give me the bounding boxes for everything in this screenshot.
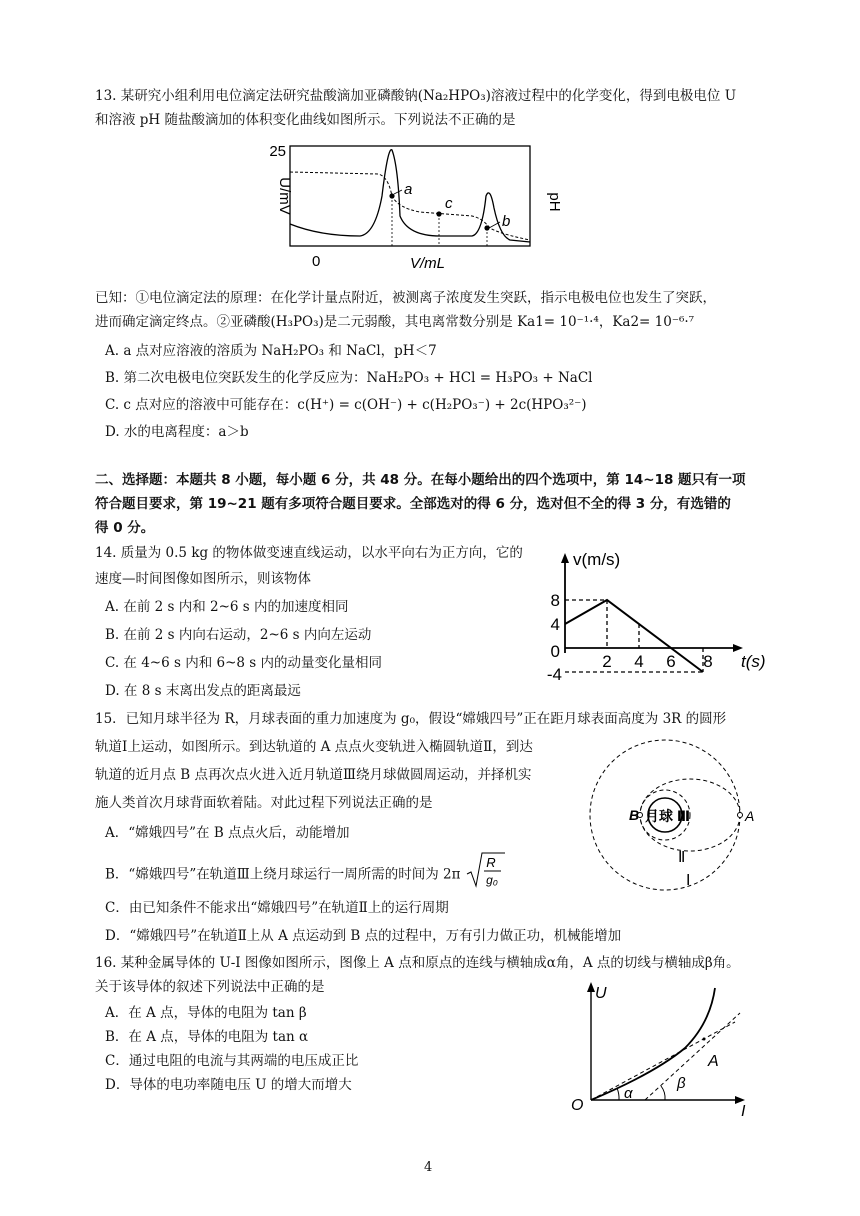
q16-line1: 16. 某种金属导体的 U-I 图像如图所示，图像上 A 点和原点的连线与横轴成α角，A 点的切线与横轴成β角。 <box>95 955 740 971</box>
q16-line2: 关于该导体的叙述下列说法中正确的是 <box>95 979 325 995</box>
q15-line4: 施人类首次月球背面软着陆。对此过程下列说法正确的是 <box>95 795 433 811</box>
q13-right-label: pH <box>546 192 563 212</box>
q14-option-c: C. 在 4~6 s 内和 6~8 s 内的动量变化量相同 <box>105 655 383 671</box>
q15-label-moon: 月球 Ⅲ <box>645 808 691 824</box>
section2-line3: 得 0 分。 <box>95 520 155 536</box>
q13-known2: 进而确定滴定终点。②亚磷酸(H₃PO₃)是二元弱酸，其电离常数分别是 Ka1= 10⁻¹·⁴，Ka2= 10⁻⁶·⁷ <box>95 314 695 330</box>
q14-option-a: A. 在前 2 s 内和 2~6 s 内的加速度相同 <box>105 599 349 615</box>
q15-option-d: D．“嫦娥四号”在轨道Ⅱ上从 A 点运动到 B 点的过程中，万有引力做正功，机械能增加 <box>105 928 622 944</box>
q13-option-d: D. 水的电离程度：a＞b <box>105 424 249 440</box>
q14-x-tick-4: 4 <box>634 652 644 671</box>
q14-x-tick-6: 6 <box>666 652 676 671</box>
q13-line1: 13. 某研究小组利用电位滴定法研究盐酸滴加亚磷酸钠(Na₂HPO₃)溶液过程中的化学变化，得到电极电位 U <box>95 88 737 104</box>
q15-option-b <box>105 855 505 890</box>
q15-line2: 轨道Ⅰ上运动，如图所示。到达轨道的 A 点点火变轨进入椭圆轨道Ⅱ，到达 <box>95 739 533 755</box>
q13-x-label: V/mL <box>410 255 446 272</box>
q15-orbit-diagram <box>575 730 760 915</box>
q16-option-a: A．在 A 点，导体的电阻为 tan β <box>105 1005 307 1021</box>
q13-titration-figure <box>260 136 580 276</box>
q13-option-c: C. c 点对应的溶液中可能存在：c(H⁺) = c(OH⁻) + c(H₂PO₃⁻) + 2c(HPO₃²⁻) <box>105 397 587 413</box>
q15-sqrt-R: R <box>486 855 496 870</box>
q13-label-b: b <box>502 213 511 230</box>
q14-option-d: D. 在 8 s 末离出发点的距离最远 <box>105 683 301 699</box>
page-number: 4 <box>424 1160 433 1175</box>
q15-label-B: B <box>629 807 640 823</box>
q13-option-a: A. a 点对应溶液的溶质为 NaH₂PO₃ 和 NaCl，pH＜7 <box>105 343 437 359</box>
q13-point-c <box>436 211 441 216</box>
q13-label-a: a <box>404 181 413 198</box>
q16-ui-graph <box>565 978 765 1118</box>
q15-line1: 15．已知月球半径为 R，月球表面的重力加速度为 g₀，假设“嫦娥四号”正在距月球表面高度为 3R 的圆形 <box>95 711 727 727</box>
q16-label-I: I <box>741 1103 746 1118</box>
q14-vt-graph <box>545 545 775 695</box>
q15-label-II: Ⅱ <box>678 849 686 866</box>
q15-point-A <box>738 813 743 818</box>
q16-option-c: C．通过电阻的电流与其两端的电压成正比 <box>105 1053 359 1069</box>
q15-option-c: C．由已知条件不能求出“嫦娥四号”在轨道Ⅱ上的运行周期 <box>105 900 449 916</box>
q14-y-tick-4: 4 <box>550 615 560 634</box>
q13-option-b: B. 第二次电极电位突跃发生的化学反应为：NaH₂PO₃ + HCl = H₃PO₃ + NaCl <box>105 370 593 386</box>
q13-origin: 0 <box>312 253 321 270</box>
q14-x-tick-8: 8 <box>703 652 713 671</box>
q14-y-label: v(m/s) <box>573 550 621 569</box>
q14-option-b: B. 在前 2 s 内向右运动，2~6 s 内向左运动 <box>105 627 372 643</box>
q16-ui-curve <box>591 988 715 1100</box>
q16-option-b: B．在 A 点，导体的电阻为 tan α <box>105 1029 309 1045</box>
q14-x-label: t(s) <box>741 652 766 671</box>
q15-label-A: A <box>745 808 755 824</box>
q13-point-b <box>484 225 489 230</box>
q13-known1: 已知：①电位滴定法的原理：在化学计量点附近，被测离子浓度发生突跃，指示电极电位也发生了突跃， <box>95 290 716 306</box>
q14-line1: 14. 质量为 0.5 kg 的物体做变速直线运动，以水平向右为正方向，它的 <box>95 545 523 561</box>
q16-label-O: O <box>571 1097 584 1114</box>
q13-point-a <box>389 193 394 198</box>
q16-point-A <box>703 1038 706 1041</box>
q15-sqrt-formula <box>465 850 505 890</box>
q15-label-I: Ⅰ <box>686 872 691 889</box>
q14-y-tick-0: 0 <box>550 642 560 661</box>
q15-option-a: A．“嫦娥四号”在 B 点点火后，动能增加 <box>105 825 350 841</box>
q16-tangent-line <box>645 1013 740 1100</box>
q13-label-c: c <box>445 195 453 212</box>
q14-y-tick-neg4: -4 <box>546 665 562 684</box>
q16-label-alpha: α <box>624 1085 633 1102</box>
q16-option-d: D．导体的电功率随电压 U 的增大而增大 <box>105 1077 352 1093</box>
q13-y-label: U/mV <box>276 177 293 215</box>
q16-label-U: U <box>595 985 607 1002</box>
q14-line2: 速度—时间图像如图所示，则该物体 <box>95 571 311 587</box>
q16-label-A: A <box>708 1053 719 1070</box>
section2-line2: 符合题目要求，第 19~21 题有多项符合题目要求。全部选对的得 6 分，选对但不全的得 3 分，有选错的 <box>95 496 731 512</box>
q13-line2: 和溶液 pH 随盐酸滴加的体积变化曲线如图所示。下列说法不正确的是 <box>95 112 516 128</box>
q16-label-beta: β <box>677 1075 686 1092</box>
q14-x-tick-2: 2 <box>602 652 612 671</box>
section2-line1: 二、选择题：本题共 8 小题，每小题 6 分，共 48 分。在每小题给出的四个选项中，第 14~18 题只有一项 <box>95 472 746 488</box>
q15-line3: 轨道的近月点 B 点再次点火进入近月轨道Ⅲ绕月球做圆周运动，并择机实 <box>95 767 532 783</box>
q15-option-b-text: B．“嫦娥四号”在轨道Ⅲ上绕月球运行一周所需的时间为 2π <box>105 866 461 883</box>
q15-sqrt-g0: g₀ <box>485 873 498 887</box>
q14-y-tick-8: 8 <box>550 591 560 610</box>
q13-y-top: 25 <box>269 143 286 160</box>
